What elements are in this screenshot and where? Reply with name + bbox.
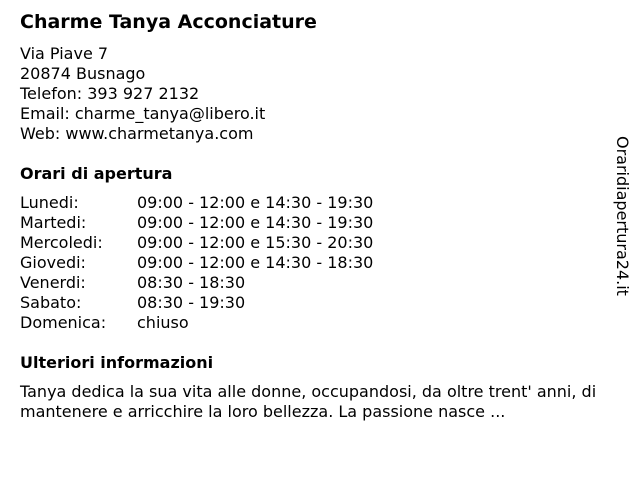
contact-block (20, 44, 610, 144)
hours-row-wednesday (20, 233, 610, 253)
day-hours: 09:00 - 12:00 e 14:30 - 19:30 (137, 213, 374, 232)
web-line: Web: www.charmetanya.com (20, 124, 254, 143)
day-label: Giovedi: (20, 253, 86, 272)
address-city: 20874 Busnago (20, 64, 146, 83)
day-hours: 09:00 - 12:00 e 14:30 - 19:30 (137, 193, 374, 212)
hours-row-monday (20, 193, 610, 213)
hours-row-saturday (20, 293, 610, 313)
day-label: Lunedi: (20, 193, 79, 212)
hours-table (20, 193, 610, 333)
info-heading: Ulteriori informazioni (20, 353, 214, 372)
business-card (20, 10, 610, 422)
info-description: Tanya dedica la sua vita alle donne, occupandosi, da oltre trent' anni, di mantenere e arricchire la loro bellezza. La passione nasce ... (20, 382, 597, 421)
email-line: Email: charme_tanya@libero.it (20, 104, 266, 123)
site-watermark-label: Oraridiapertura24.it (613, 136, 632, 296)
hours-row-friday (20, 273, 610, 293)
address-street: Via Piave 7 (20, 44, 109, 63)
day-label: Mercoledi: (20, 233, 103, 252)
hours-row-thursday (20, 253, 610, 273)
phone-line: Telefon: 393 927 2132 (20, 84, 200, 103)
day-hours: 09:00 - 12:00 e 15:30 - 20:30 (137, 233, 374, 252)
business-name: Charme Tanya Acconciature (20, 11, 317, 33)
day-hours: 09:00 - 12:00 e 14:30 - 18:30 (137, 253, 374, 272)
day-hours: 08:30 - 18:30 (137, 273, 246, 292)
hours-heading: Orari di apertura (20, 164, 173, 183)
day-hours: 08:30 - 19:30 (137, 293, 246, 312)
day-label: Martedi: (20, 213, 87, 232)
hours-row-tuesday (20, 213, 610, 233)
hours-row-sunday (20, 313, 610, 333)
day-hours: chiuso (137, 313, 189, 332)
day-label: Domenica: (20, 313, 107, 332)
day-label: Venerdi: (20, 273, 86, 292)
day-label: Sabato: (20, 293, 82, 312)
